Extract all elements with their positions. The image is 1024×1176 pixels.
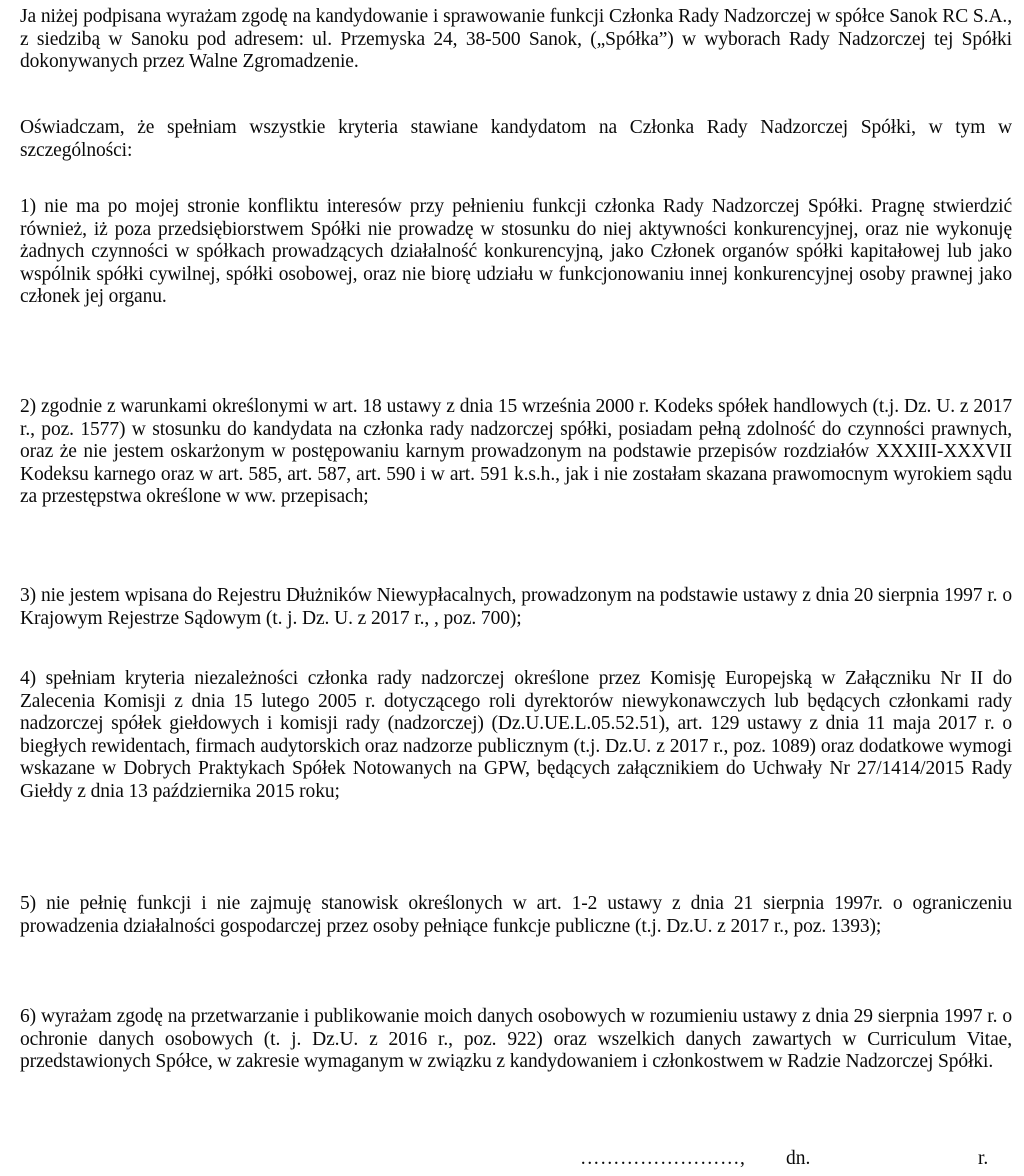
declaration-item-3: 3) nie jestem wpisana do Rejestru Dłużników Niewypłacalnych, prowadzonym na podstawie ustawy z dnia 20 sierpnia 1997 r. o Krajowym Rejestrze Sądowym (t. j. Dz. U. z 2017 r., , poz. 700); <box>20 585 1012 629</box>
place-date-line <box>580 1148 1000 1172</box>
declaration-item-1: 1) nie ma po mojej stronie konfliktu interesów przy pełnieniu funkcji członka Rady Nadzorczej Spółki. Pragnę stwierdzić również, iż poza przedsiębiorstwem Spółki nie prowadzę w stosunku do niej aktywności konkurencyjnej, oraz nie wykonuję żadnych czynności w spółkach prowadzących działalność konkurencyjną, jako Członek organów spółki kapitałowej lub jako wspólnik spółki cywilnej, spółki osobowej, oraz nie biorę udziału w funkcjonowaniu innej konkurencyjnej osoby prawnej jako członek jej organu. <box>20 196 1012 307</box>
declaration-item-5: 5) nie pełnię funkcji i nie zajmuję stanowisk określonych w art. 1-2 ustawy z dnia 21 sierpnia 1997r. o ograniczeniu prowadzenia działalności gospodarczej przez osoby pełniące funkcje publiczne (t.j. Dz.U. z 2017 r., poz. 1393); <box>20 893 1012 937</box>
declaration-item-4: 4) spełniam kryteria niezależności członka rady nadzorczej określone przez Komisję Europejską w Załączniku Nr II do Zalecenia Komisji z dnia 15 lutego 2005 r. dotyczącego roli dyrektorów niewykonawczych lub będących członkami rady nadzorczej spółek giełdowych i komisji rady (nadzorczej) (Dz.U.UE.L.05.52.51), art. 129 ustawy z dnia 11 maja 2017 r. o biegłych rewidentach, firmach audytorskich oraz nadzorze publicznym (t.j. Dz.U. z 2017 r., poz. 1089) oraz dodatkowe wymogi wskazane w Dobrych Praktykach Spółek Notowanych na GPW, będących załącznikiem do Uchwały Nr 27/1414/2015 Rady Giełdy z dnia 13 października 2015 roku; <box>20 668 1012 802</box>
place-placeholder-dots: ……………………, <box>580 1148 746 1169</box>
consent-paragraph: Ja niżej podpisana wyrażam zgodę na kandydowanie i sprawowanie funkcji Członka Rady Nadzorczej w spółce Sanok RC S.A., z siedzibą w Sanoku pod adresem: ul. Przemyska 24, 38-500 Sanok, („Spółka”) w wyborach Rady Nadzorczej tej Spółki dokonywanych przez Walne Zgromadzenie. <box>20 6 1012 72</box>
year-label: r. <box>978 1148 989 1169</box>
declaration-paragraph: Oświadczam, że spełniam wszystkie kryteria stawiane kandydatom na Członka Rady Nadzorczej Spółki, w tym w szczególności: <box>20 117 1012 161</box>
declaration-item-6: 6) wyrażam zgodę na przetwarzanie i publikowanie moich danych osobowych w rozumieniu ustawy z dnia 29 sierpnia 1997 r. o ochronie danych osobowych (t. j. Dz.U. z 2016 r., poz. 922) oraz wszelkich danych zawartych w Curriculum Vitae, przedstawionych Spółce, w zakresie wymaganym w związku z kandydowaniem i członkostwem w Radzie Nadzorczej Spółki. <box>20 1006 1012 1072</box>
declaration-item-2: 2) zgodnie z warunkami określonymi w art. 18 ustawy z dnia 15 września 2000 r. Kodeks spółek handlowych (t.j. Dz. U. z 2017 r., poz. 1577) w stosunku do kandydata na członka rady nadzorczej spółki, posiadam pełną zdolność do czynności prawnych, oraz że nie jestem oskarżonym w postępowaniu karnym prowadzonym na podstawie przepisów rozdziałów XXXIII-XXXVII Kodeksu karnego oraz w art. 585, art. 587, art. 590 i w art. 591 k.s.h., jak i nie zostałam skazana prawomocnym wyrokiem sądu za przestępstwa określone w ww. przepisach; <box>20 396 1012 507</box>
day-label: dn. <box>786 1148 811 1169</box>
